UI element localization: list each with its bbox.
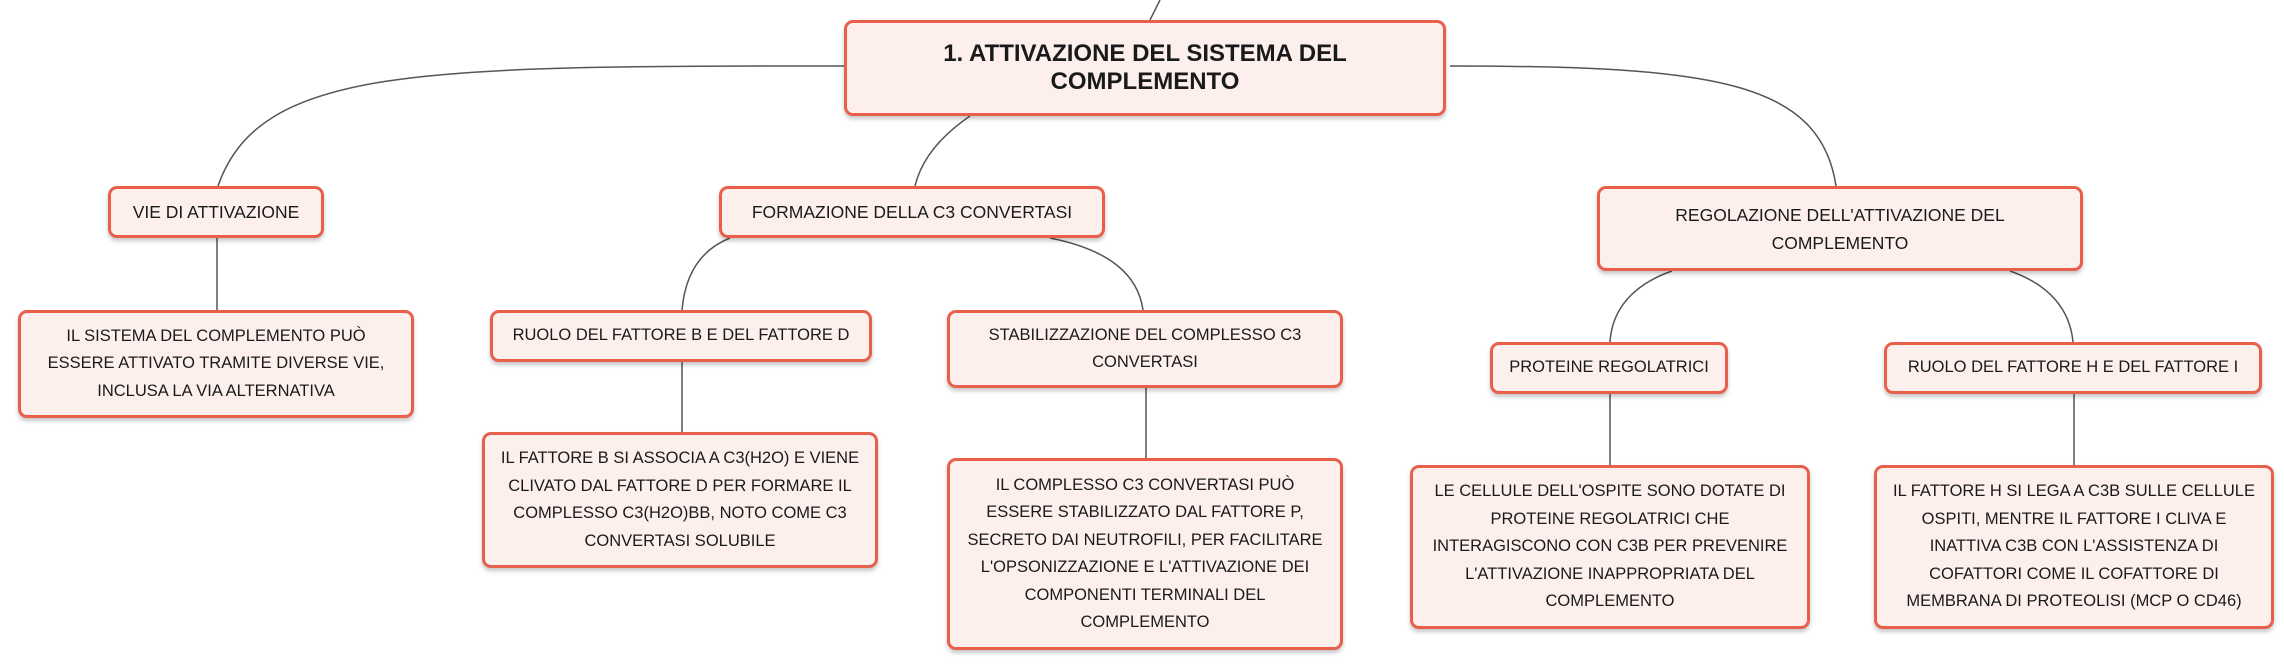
subtopic-label: STABILIZZAZIONE DEL COMPLESSO C3 CONVERTASI [988,325,1302,371]
subtopic-label: PROTEINE REGOLATRICI [1509,358,1709,377]
root-label: 1. ATTIVAZIONE DEL SISTEMA DEL COMPLEMENTO [943,40,1347,95]
detail-text: IL FATTORE B SI ASSOCIA A C3(H2O) E VIENE CLIVATO DAL FATTORE D PER FORMARE IL COMPLESSO C3(H2O)BB, NOTO COME C3 CONVERTASI SOLUBILE [500,449,860,550]
link-root-formazione [915,116,970,186]
branch-regolazione-attivazione[interactable] [1597,186,2083,271]
link-root-regolazione [1450,66,1836,186]
detail-text: IL SISTEMA DEL COMPLEMENTO PUÒ ESSERE ATTIVATO TRAMITE DIVERSE VIE, INCLUSA LA VIA ALTERNATIVA [47,326,385,400]
subtopic-proteine-regolatrici[interactable] [1490,342,1728,394]
subtopic-ruolo-fattore-b-d[interactable] [490,310,872,362]
detail-text: IL COMPLESSO C3 CONVERTASI PUÒ ESSERE STABILIZZATO DAL FATTORE P, SECRETO DAI NEUTROFILI, PER FACILITARE L'OPSONIZZAZIONE E L'ATTIVAZIONE DEI COMPONENTI TERMINALI DEL COMPLEMENTO [967,475,1323,631]
detail-proteine-regolatrici[interactable] [1410,465,1810,629]
branch-formazione-c3-convertasi[interactable] [719,186,1105,238]
link-parent-root [1150,0,1160,20]
link-root-vie [218,66,845,186]
subtopic-stabilizzazione-c3[interactable] [947,310,1343,388]
link-regolazione-ruolohi [2010,271,2073,342]
detail-vie-di-attivazione[interactable] [18,310,414,418]
branch-label: REGOLAZIONE DELL'ATTIVAZIONE DEL COMPLEMENTO [1675,204,2005,253]
branch-label: FORMAZIONE DELLA C3 CONVERTASI [751,202,1073,222]
detail-text: IL FATTORE H SI LEGA A C3B SULLE CELLULE OSPITI, MENTRE IL FATTORE I CLIVA E INATTIVA C3B CON L'ASSISTENZA DI COFATTORI COME IL COFATTORE DI MEMBRANA DI PROTEOLISI (MCP O CD46) [1893,482,2255,611]
subtopic-ruolo-fattore-h-i[interactable] [1884,342,2262,394]
detail-stabilizzazione-c3[interactable] [947,458,1343,650]
link-formazione-ruolobd [682,238,730,310]
branch-vie-di-attivazione[interactable] [108,186,324,238]
link-regolazione-proteine [1610,271,1672,342]
root-node[interactable] [844,20,1446,116]
link-formazione-stab [1050,238,1143,310]
subtopic-label: RUOLO DEL FATTORE H E DEL FATTORE I [1907,358,2239,377]
detail-ruolo-fattore-h-i[interactable] [1874,465,2274,629]
detail-text: LE CELLULE DELL'OSPITE SONO DOTATE DI PROTEINE REGOLATRICI CHE INTERAGISCONO CON C3B PER PREVENIRE L'ATTIVAZIONE INAPPROPRIATA DEL COMPLEMENTO [1432,482,1788,611]
detail-ruolo-fattore-b-d[interactable] [482,432,878,568]
branch-label: VIE DI ATTIVAZIONE [132,202,300,222]
subtopic-label: RUOLO DEL FATTORE B E DEL FATTORE D [512,326,850,345]
